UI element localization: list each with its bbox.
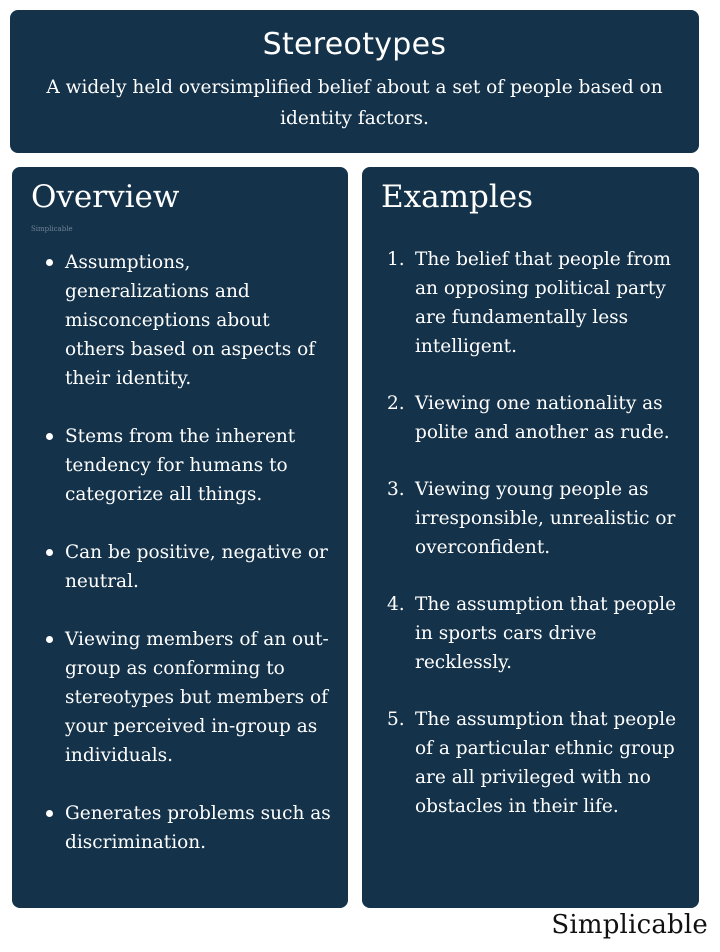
item-number: 4. <box>387 594 405 615</box>
brand-logo: Simplicable <box>551 910 708 940</box>
list-item-text: The assumption that people of a particular ethnic group are all privileged with no obstacles in their life. <box>415 709 677 817</box>
list-item-text: Stems from the inherent tendency for humans to categorize all things. <box>65 426 296 505</box>
header-card <box>10 10 699 153</box>
bullet-icon <box>46 636 53 643</box>
list-item <box>362 705 685 821</box>
list-item <box>362 245 685 361</box>
overview-title: Overview <box>31 179 180 215</box>
list-item <box>12 799 345 857</box>
item-number: 3. <box>387 479 405 500</box>
page-title: Stereotypes <box>262 27 447 62</box>
list-item-text: Viewing members of an out-group as conforming to stereotypes but members of your perceived in-group as individuals. <box>65 629 329 766</box>
page-subtitle: A widely held oversimplified belief about a set of people based on identity factors. <box>46 77 663 129</box>
examples-list <box>362 245 685 849</box>
examples-card <box>362 167 699 908</box>
overview-list <box>12 248 345 886</box>
list-item <box>12 538 345 596</box>
examples-title: Examples <box>381 179 534 215</box>
list-item-text: The assumption that people in sports cars drive recklessly. <box>415 594 677 673</box>
list-item <box>362 475 685 562</box>
bullet-icon <box>46 433 53 440</box>
list-item-text: Viewing one nationality as polite and another as rude. <box>415 393 670 443</box>
bullet-icon <box>46 259 53 266</box>
list-item-text: Generates problems such as discrimination. <box>65 803 331 853</box>
list-item <box>12 422 345 509</box>
bullet-icon <box>46 549 53 556</box>
watermark: Simplicable <box>31 225 73 233</box>
list-item <box>12 625 345 770</box>
list-item-text: The belief that people from an opposing political party are fundamentally less intelligent. <box>415 249 671 357</box>
item-number: 5. <box>387 709 405 730</box>
item-number: 1. <box>387 249 405 270</box>
bullet-icon <box>46 810 53 817</box>
list-item-text: Can be positive, negative or neutral. <box>65 542 328 592</box>
list-item <box>12 248 345 393</box>
list-item-text: Assumptions, generalizations and misconceptions about others based on aspects of their identity. <box>65 252 316 389</box>
list-item <box>362 590 685 677</box>
overview-card <box>12 167 348 908</box>
item-number: 2. <box>387 393 405 414</box>
list-item-text: Viewing young people as irresponsible, unrealistic or overconfident. <box>415 479 676 558</box>
list-item <box>362 389 685 447</box>
